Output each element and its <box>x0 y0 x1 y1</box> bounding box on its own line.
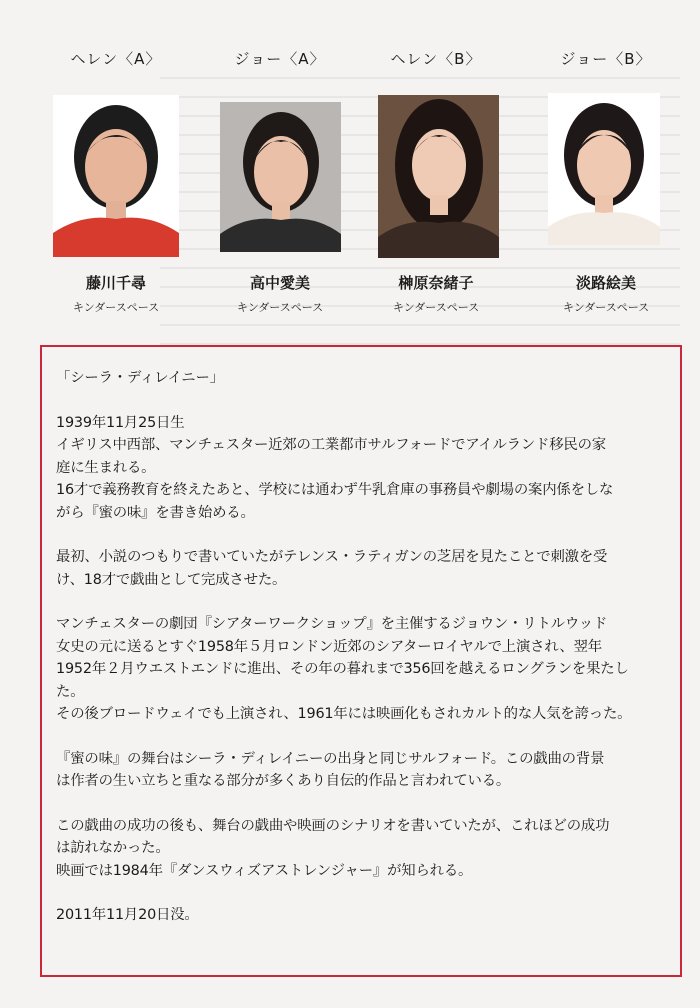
bio-birth: 1939年11月25日生 <box>56 414 185 431</box>
cast-name: 榊原奈緒子 <box>398 274 474 292</box>
bio-line: その後ブロードウェイでも上演され、1961年には映画化もされカルト的な人気を誇った。 <box>56 706 632 722</box>
portrait-image <box>548 93 660 245</box>
cast-agency: キンダースペース <box>562 301 650 314</box>
biography-box <box>40 345 682 977</box>
cast-row <box>0 0 700 340</box>
cast-name: 高中愛美 <box>249 274 310 292</box>
bio-line: た。 <box>56 683 85 700</box>
bio-line: マンチェスターの劇団『シアターワークショップ』を主催するジョウン・リトルウッド <box>56 616 608 632</box>
bio-line: 1952年２月ウエストエンドに進出、その年の暮れまで356回を越えるロングランを果たし <box>56 661 629 677</box>
cast-role: ジョー〈A〉 <box>234 50 326 68</box>
portrait-image <box>378 95 499 258</box>
bio-line: 女史の元に送るとすぐ1958年５月ロンドン近郊のシアターロイヤルで上演され、翌年 <box>56 638 602 655</box>
cast-name: 淡路絵美 <box>575 274 636 292</box>
bio-line: 映画では1984年『ダンスウィズアストレンジャー』が知られる。 <box>56 862 473 879</box>
cast-role: ヘレン〈A〉 <box>70 50 162 68</box>
bio-line: 最初、小説のつもりで書いていたがテレンス・ラティガンの芝居を見たことで刺激を受 <box>56 549 608 565</box>
bio-title: 「シーラ・ディレイニー」 <box>56 370 224 386</box>
cast-photo <box>53 95 179 257</box>
bio-line: 『蜜の味』の舞台はシーラ・ディレイニーの出身と同じサルフォード。この戯曲の背景 <box>56 750 605 767</box>
bio-line: け、18才で戯曲として完成させた。 <box>56 571 287 588</box>
portrait-image <box>53 95 179 257</box>
biography-text <box>56 367 671 927</box>
cast-role: ジョー〈B〉 <box>560 50 652 68</box>
bio-line: がら『蜜の味』を書き始める。 <box>56 504 255 521</box>
bio-line: は訪れなかった。 <box>56 840 170 856</box>
bio-line: 庭に生まれる。 <box>56 459 156 476</box>
cast-role: ヘレン〈B〉 <box>390 50 482 68</box>
cast-agency: キンダースペース <box>236 301 324 314</box>
cast-agency: キンダースペース <box>72 301 160 314</box>
cast-name: 藤川千尋 <box>85 274 146 292</box>
bio-line: この戯曲の成功の後も、舞台の戯曲や映画のシナリオを書いていたが、これほどの成功 <box>56 817 610 834</box>
cast-photo <box>378 95 499 258</box>
bio-line: イギリス中西部、マンチェスター近郊の工業都市サルフォードでアイルランド移民の家 <box>56 437 606 453</box>
bio-line: は作者の生い立ちと重なる部分が多くあり自伝的作品と言われている。 <box>56 773 511 789</box>
bio-line: 16才で義務教育を終えたあと、学校には通わず牛乳倉庫の事務員や劇場の案内係をしな <box>56 482 614 498</box>
cast-photo <box>220 102 341 252</box>
bio-death: 2011年11月20日没。 <box>56 907 199 923</box>
cast-photo <box>548 93 660 245</box>
portrait-image <box>220 102 341 252</box>
cast-agency: キンダースペース <box>392 301 480 314</box>
